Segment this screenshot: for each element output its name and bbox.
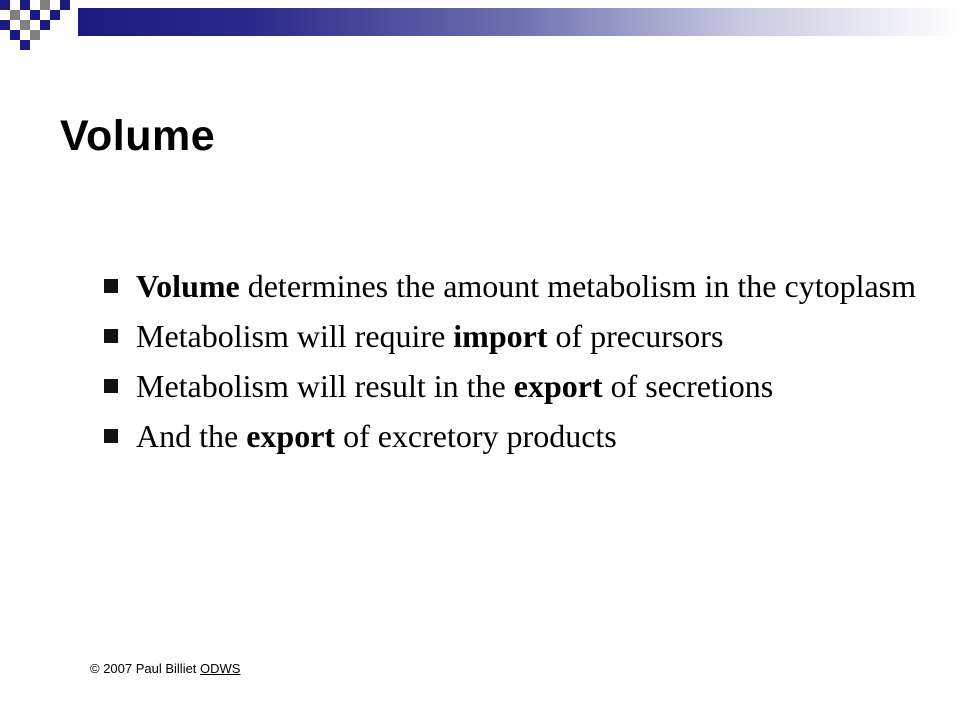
square-bullet-icon — [104, 379, 118, 393]
footer — [90, 661, 240, 676]
checker-square — [30, 30, 40, 40]
header-gradient-bar — [78, 8, 960, 36]
bullet-text: determines the amount metabolism in the cytoplasm — [239, 268, 917, 304]
bullet-text: And the — [136, 418, 247, 454]
square-bullet-icon — [104, 279, 118, 293]
checker-square — [20, 20, 30, 30]
checker-square — [0, 0, 10, 10]
bullet-text: of precursors — [547, 318, 724, 354]
bullet-text-bold: import — [453, 318, 548, 354]
copyright-text: © 2007 Paul Billiet — [90, 661, 201, 676]
checker-square — [40, 20, 50, 30]
odws-link[interactable]: ODWS — [200, 661, 241, 676]
checker-square — [20, 0, 30, 10]
bullet-item — [104, 316, 924, 356]
bullet-text-bold: export — [513, 368, 603, 404]
checker-decoration — [0, 0, 80, 60]
bullet-item — [104, 416, 924, 456]
checker-square — [10, 30, 20, 40]
bullet-text: of secretions — [602, 368, 774, 404]
checker-square — [10, 10, 20, 20]
checker-square — [30, 10, 40, 20]
square-bullet-icon — [104, 329, 118, 343]
checker-square — [60, 0, 70, 10]
bullet-text-bold: Volume — [136, 268, 240, 304]
checker-square — [20, 40, 30, 50]
bullet-text-bold: export — [246, 418, 336, 454]
square-bullet-icon — [104, 429, 118, 443]
bullet-text: Metabolism will require — [136, 318, 454, 354]
bullet-list — [104, 266, 924, 466]
checker-square — [50, 10, 60, 20]
checker-square — [0, 20, 10, 30]
bullet-item — [104, 266, 924, 306]
bullet-item — [104, 366, 924, 406]
slide-title: Volume — [60, 112, 216, 160]
bullet-text: Metabolism will result in the — [136, 368, 514, 404]
bullet-text: of excretory products — [335, 418, 617, 454]
checker-square — [40, 0, 50, 10]
